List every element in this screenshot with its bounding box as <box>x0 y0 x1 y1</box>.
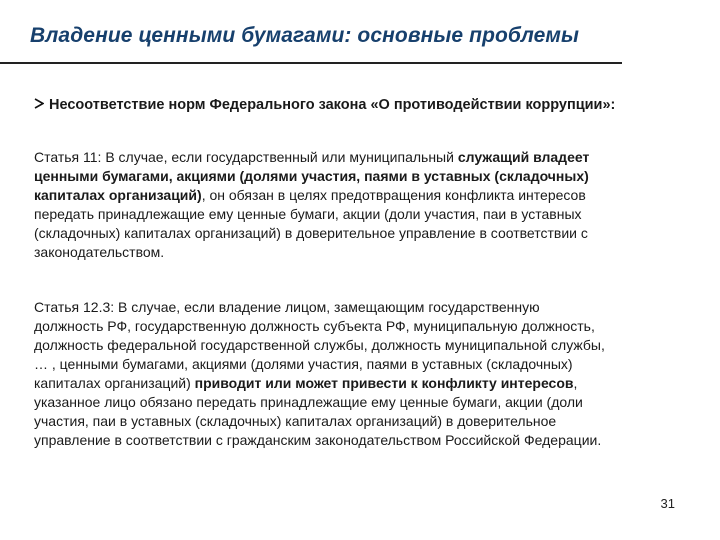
text-line: должность РФ, государственную должность субъекта РФ, муниципальную должность, <box>34 318 595 334</box>
text-line: передать принадлежащие ему ценные бумаги, акции (доли участия, паи в уставных <box>34 206 582 222</box>
text-line: (складочных) капиталах организаций) в доверительное управление в соответствии с <box>34 225 588 241</box>
bullet-text: Несоответствие норм Федерального закона «О противодействии коррупции»: <box>49 97 616 113</box>
bold-span: ценными бумагами, акциями (долями участия, паями в уставных (складочных) <box>34 168 589 184</box>
article-11-paragraph <box>34 148 694 262</box>
bold-span: приводит или может привести к конфликту интересов <box>194 375 574 391</box>
slide-title: Владение ценными бумагами: основные проблемы <box>30 24 580 47</box>
bold-span: служащий владеет <box>457 149 590 165</box>
text-span: , он обязан в целях предотвращения конфликта интересов <box>201 187 586 203</box>
text-line: участия, паи в уставных (складочных) капиталах организаций) в доверительное <box>34 413 557 429</box>
text-line <box>34 186 694 205</box>
text-line: законодательством. <box>34 244 165 260</box>
bold-span: капиталах организаций) <box>34 187 202 203</box>
text-span: капиталах организаций) <box>34 375 195 391</box>
text-line: … , ценными бумагами, акциями (долями участия, паями в уставных (складочных) <box>34 356 573 372</box>
text-line <box>34 148 694 167</box>
arrow-bullet-icon <box>34 97 44 113</box>
article-12-3-paragraph <box>34 298 694 450</box>
title-underline <box>0 62 622 64</box>
text-span: Статья 11: В случае, если государственный или муниципальный <box>34 149 458 165</box>
text-line: Статья 12.3: В случае, если владение лицом, замещающим государственную <box>34 299 540 315</box>
text-line: должность федеральной государственной службы, должность муниципальной службы, <box>34 337 605 353</box>
bullet-item <box>34 97 694 113</box>
text-line: управление в соответствии с гражданским законодательством Российской Федерации. <box>34 432 602 448</box>
text-line <box>34 167 694 186</box>
text-line: указанное лицо обязано передать принадлежащие ему ценные бумаги, акции (доли <box>34 394 583 410</box>
text-line <box>34 374 694 393</box>
page-number: 31 <box>660 496 675 511</box>
text-span: , <box>573 375 578 391</box>
